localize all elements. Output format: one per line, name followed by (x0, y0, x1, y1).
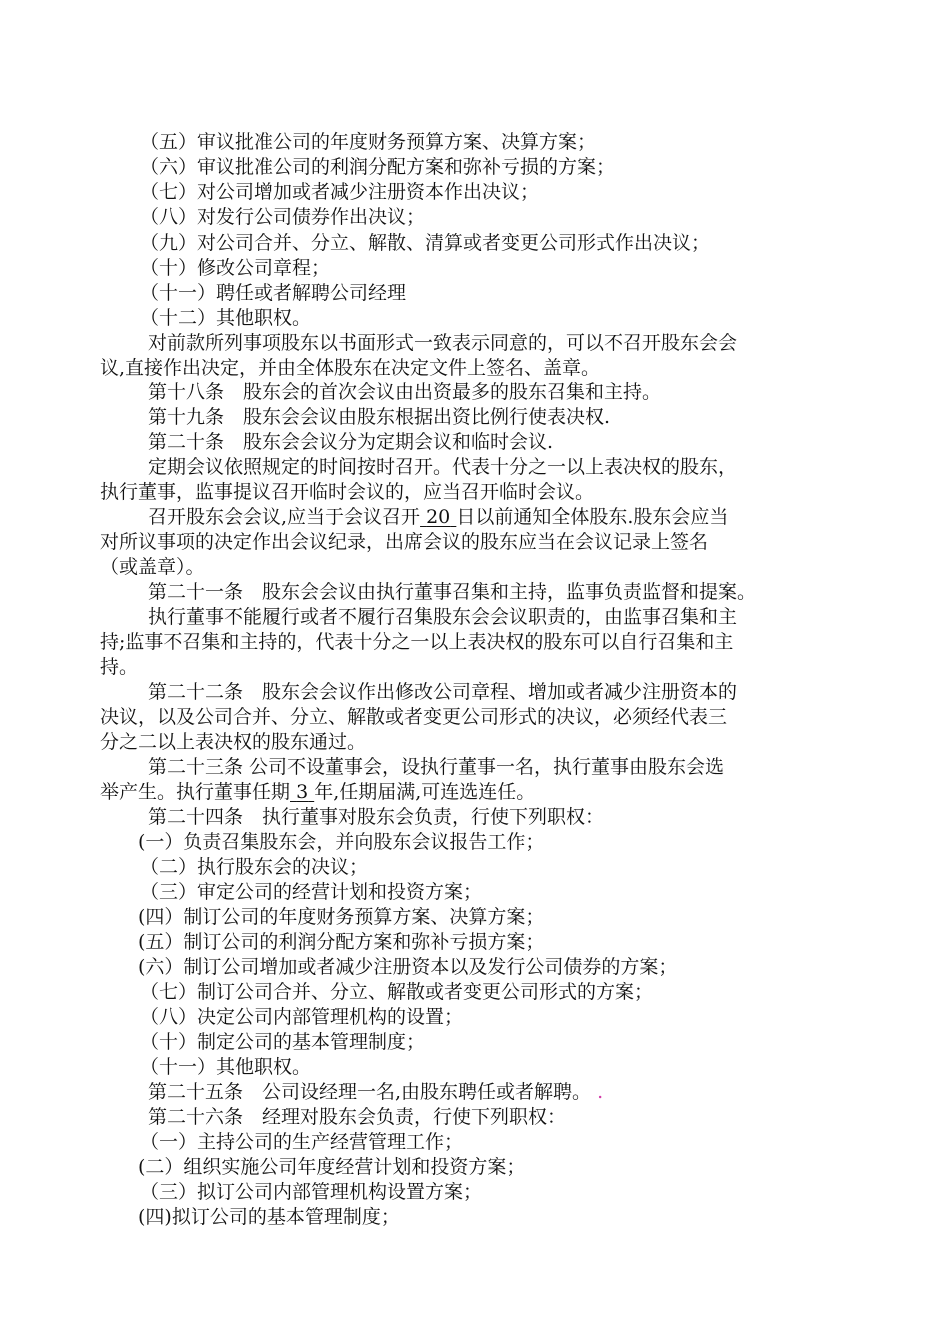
text-line (148, 505, 728, 529)
text-line: (五）制订公司的利润分配方案和弥补亏损方案； (138, 931, 545, 953)
text-line: （二）执行股东会的决议； (140, 856, 369, 878)
text-line: （九）对公司合并、分立、解散、清算或者变更公司形式作出决议； (140, 232, 711, 254)
text-line: （十二）其他职权。 (140, 307, 312, 329)
text-line: （八）对发行公司债券作出决议； (140, 206, 426, 228)
text-line: 第十八条 股东会的首次会议由出资最多的股东召集和主持。 (148, 381, 662, 403)
text-line: （七）对公司增加或者减少注册资本作出决议； (140, 181, 540, 203)
text-line: （五）审议批准公司的年度财务预算方案、决算方案； (140, 131, 597, 153)
text-line: 对所议事项的决定作出会议纪录，出席会议的股东应当在会议记录上签名 (100, 531, 709, 553)
text-line: (六）制订公司增加或者减少注册资本以及发行公司债券的方案； (138, 956, 678, 978)
stray-mark: . (597, 1081, 604, 1103)
text-segment: 年,任期届满,可连选连任。 (314, 781, 536, 803)
text-line: (二）组织实施公司年度经营计划和投资方案； (138, 1156, 526, 1178)
text-line: （七）制订公司合并、分立、解散或者变更公司形式的方案； (140, 981, 654, 1003)
text-line: 执行董事不能履行或者不履行召集股东会会议职责的，由监事召集和主 (148, 606, 738, 628)
term-years-value (290, 781, 314, 803)
text-line: （一）主持公司的生产经营管理工作； (140, 1131, 464, 1153)
text-segment: 举产生。执行董事任期 (100, 781, 291, 803)
text-line: 持;监事不召集和主持的，代表十分之一以上表决权的股东可以自行召集和主 (100, 631, 734, 653)
text-segment: 第二十五条 公司设经理一名,由股东聘任或者解聘。 (148, 1081, 592, 1103)
text-line: （或盖章）。 (100, 556, 205, 578)
text-line: 第二十六条 经理对股东会负责，行使下列职权： (148, 1106, 567, 1128)
text-line: 第二十四条 执行董事对股东会负责，行使下列职权： (148, 806, 605, 828)
text-line: 定期会议依照规定的时间按时召开。代表十分之一以上表决权的股东， (148, 456, 738, 478)
text-line: 对前款所列事项股东以书面形式一致表示同意的，可以不召开股东会会 (148, 332, 738, 354)
text-line: （六）审议批准公司的利润分配方案和弥补亏损的方案； (140, 156, 616, 178)
text-line: 决议，以及公司合并、分立、解散或者变更公司形式的决议，必须经代表三 (100, 706, 728, 728)
text-line: （三）审定公司的经营计划和投资方案； (140, 881, 483, 903)
text-line (148, 1080, 603, 1104)
text-line: （十一）其他职权。 (140, 1056, 312, 1078)
text-line: 持。 (100, 656, 139, 678)
text-segment: 日以前通知全体股东.股东会应当 (456, 506, 729, 528)
text-line: 第十九条 股东会会议由股东根据出资比例行使表决权. (148, 406, 611, 428)
text-line: （十）制定公司的基本管理制度； (140, 1031, 426, 1053)
text-line (100, 780, 535, 804)
text-line: 第二十条 股东会会议分为定期会议和临时会议. (148, 431, 554, 453)
text-segment: 20 (426, 506, 451, 528)
text-line: 议,直接作出决定，并由全体股东在决定文件上签名、盖章。 (100, 357, 601, 379)
text-line: (四）制订公司的年度财务预算方案、决算方案； (138, 906, 545, 928)
text-line: (一）负责召集股东会，并向股东会议报告工作； (138, 831, 545, 853)
text-line: （十）修改公司章程； (140, 257, 331, 279)
text-line: 分之二以上表决权的股东通过。 (100, 731, 367, 753)
text-line: （十一）聘任或者解聘公司经理 (140, 282, 407, 304)
text-line: 第二十一条 股东会会议由执行董事召集和主持，监事负责监督和提案。 (148, 581, 757, 603)
text-line: 执行董事，监事提议召开临时会议的，应当召开临时会议。 (100, 481, 595, 503)
text-line: (四)拟订公司的基本管理制度； (138, 1206, 400, 1228)
text-line: 第二十三条 公司不设董事会，设执行董事一名，执行董事由股东会选 (148, 756, 725, 778)
text-line: 第二十二条 股东会会议作出修改公司章程、增加或者减少注册资本的 (148, 681, 738, 703)
text-line: （八）决定公司内部管理机构的设置； (140, 1006, 464, 1028)
text-segment: 3 (296, 781, 309, 803)
text-line: （三）拟订公司内部管理机构设置方案； (140, 1181, 483, 1203)
text-segment: 召开股东会会议,应当于会议召开 (148, 506, 421, 528)
notice-days-value (420, 506, 456, 528)
